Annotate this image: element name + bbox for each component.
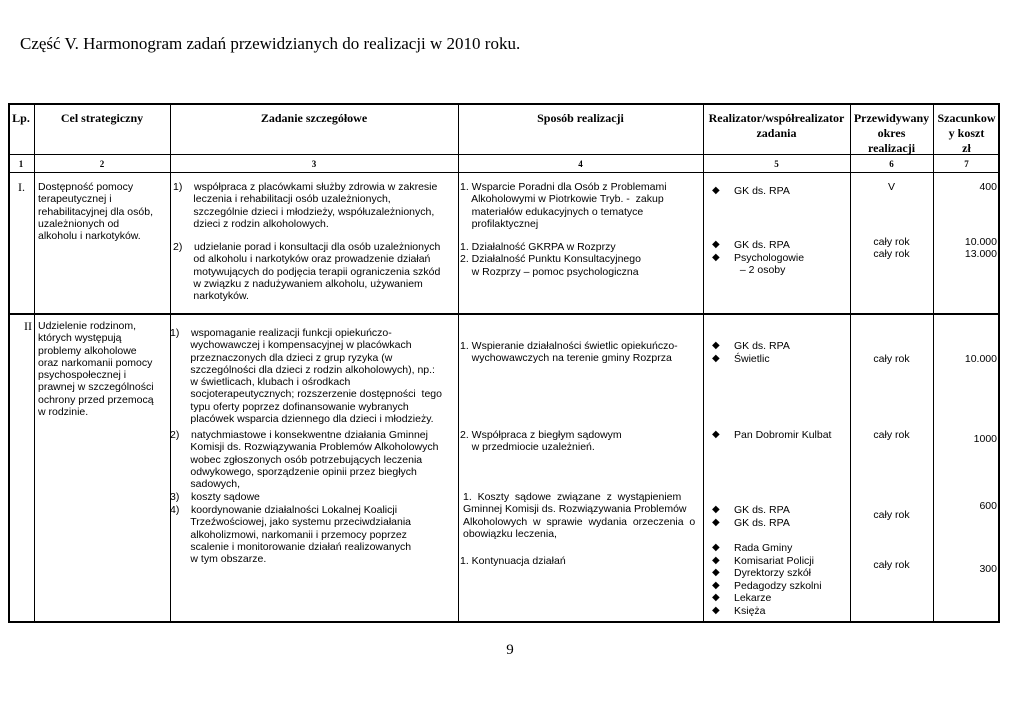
row-divider [8, 313, 1000, 315]
realizator-item: ◆ Psychologowie – 2 osoby [734, 252, 804, 277]
realizator-item: ◆ Księża [734, 605, 766, 617]
realizator-item: ◆ Dyrektorzy szkół [734, 567, 811, 579]
period: cały rok [873, 353, 910, 365]
header-zadanie: Zadanie szczegółowe [260, 111, 368, 125]
task: 1) wspomaganie realizacji funkcji opiekuńczo- wychowawczej i kompensacyjnej w placówkach przeznaczonych dla dzieci z grup ryzyka (w szczególności dla dzieci z rodzin alkoholowych), np.: w świetlicach, klubach i ośrodkach socjoterapeutycznych; rozszerzenie dostępności tego typu oferty poprzez dofinansowanie wybranych placówek wsparcia dziennego dla dzieci i młodzieży. [170, 327, 442, 426]
realizator-item: ◆ Komisariat Policji [734, 555, 814, 567]
realizator-item: ◆ GK ds. RPA [734, 239, 790, 251]
task: 1) współpraca z placówkami służby zdrowia w zakresie leczenia i rehabilitacji osób uzależnionych, szczególnie dzieci i młodzieży, współuzależnionych, dzieci z rodzin alkoholowych. [173, 181, 438, 230]
task: 3) koszty sądowe [170, 491, 260, 503]
header-lp: Lp. [12, 111, 30, 125]
column-divider [34, 103, 35, 623]
method: 1. Koszty sądowe związane z wystąpieniem Gminnej Komisji ds. Rozwiązywania Problemów Alkoholowych w sprawie wydania orzeczenia o obowiązku leczenia, [463, 491, 696, 540]
period: cały rok [873, 429, 910, 441]
realizator-item: ◆ Lekarze [734, 592, 771, 604]
period: cały rok [873, 509, 910, 521]
column-number: 6 [889, 159, 894, 169]
realizator-item: ◆ Pedagodzy szkolni [734, 580, 822, 592]
column-number: 5 [774, 159, 779, 169]
header-okres: Przewidywany okres realizacji [853, 111, 930, 155]
row-number: II [24, 319, 32, 333]
task: 2) udzielanie porad i konsultacji dla osób uzależnionych od alkoholu i narkotyków oraz prowadzenie działań motywujących do podjęcia terapii ograniczenia szkód w związku z nadużywaniem alkoholu, używaniem narkotyków. [173, 241, 441, 303]
realizator-item: ◆ Świetlic [734, 353, 770, 365]
task: 2) natychmiastowe i konsekwentne działania Gminnej Komisji ds. Rozwiązywania Problemów Alkoholowych wobec zgłoszonych osób potrzebujących leczenia odwykowego, sporządzenie opinii przez biegłych sadowych, [170, 429, 439, 491]
realizator-item: ◆ Rada Gminy [734, 542, 792, 554]
cost: 1000 [973, 433, 997, 445]
column-divider [703, 103, 704, 623]
cost: 10.000 [964, 353, 997, 365]
method: 1. Wsparcie Poradni dla Osób z Problemami Alkoholowymi w Piotrkowie Tryb. - zakup materiałów edukacyjnych o tematyce profilaktycznej [460, 181, 667, 230]
strategic-goal: Udzielenie rodzinom, których występują problemy alkoholowe oraz narkomanii pomocy psychospołecznej i prawnej w szczególności ochrony przed przemocą w rodzinie. [38, 320, 154, 419]
header-realizator: Realizator/współrealizator zadania [708, 111, 845, 140]
header-koszt: Szacunkow y koszt zł [937, 111, 996, 155]
column-number: 1 [18, 159, 24, 169]
page-title: Część V. Harmonogram zadań przewidzianych do realizacji w 2010 roku. [20, 34, 521, 53]
realizator-item: ◆ Pan Dobromir Kulbat [734, 429, 831, 441]
cost: 400 [979, 181, 997, 193]
realizator-item: ◆ GK ds. RPA [734, 504, 790, 516]
method: 1. Wspieranie działalności świetlic opiekuńczo- wychowawczych na terenie gminy Rozprza [460, 340, 678, 365]
page-number: 9 [506, 642, 514, 658]
schedule-table [8, 103, 1000, 623]
column-number: 7 [964, 159, 969, 169]
period: cały rok cały rok [873, 236, 910, 261]
header-sposob: Sposób realizacji [537, 111, 624, 125]
method: 2. Współpraca z biegłym sądowym w przedmiocie uzależnień. [460, 429, 622, 454]
header-cel: Cel strategiczny [60, 111, 144, 125]
realizator-item: ◆ GK ds. RPA [734, 517, 790, 529]
cost: 10.000 13.000 [964, 236, 997, 261]
cost: 300 [979, 563, 997, 575]
cost: 600 [979, 500, 997, 512]
task: 4) koordynowanie działalności Lokalnej Koalicji Trzeźwościowej, jako systemu przeciwdziałania alkoholizmowi, narkomanii i przemocy poprzez scalenie i monitorowanie działań realizowanych w tym obszarze. [170, 504, 412, 566]
column-divider [458, 103, 459, 623]
method: 1. Działalność GKRPA w Rozprzy 2. Działalność Punktu Konsultacyjnego w Rozprzy – pomoc psychologiczna [460, 241, 641, 278]
period: cały rok [873, 559, 910, 571]
column-number: 3 [311, 159, 317, 169]
column-number: 2 [99, 159, 105, 169]
method: 1. Kontynuacja działań [460, 555, 566, 567]
realizator-item: ◆ GK ds. RPA [734, 185, 790, 197]
strategic-goal: Dostępność pomocy terapeutycznej i rehabilitacyjnej dla osób, uzależnionych od alkoholu i narkotyków. [38, 181, 153, 243]
period: V [887, 181, 895, 193]
row-number: I. [18, 180, 25, 194]
realizator-item: ◆ GK ds. RPA [734, 340, 790, 352]
row-divider [8, 172, 1000, 173]
column-number: 4 [578, 159, 583, 169]
